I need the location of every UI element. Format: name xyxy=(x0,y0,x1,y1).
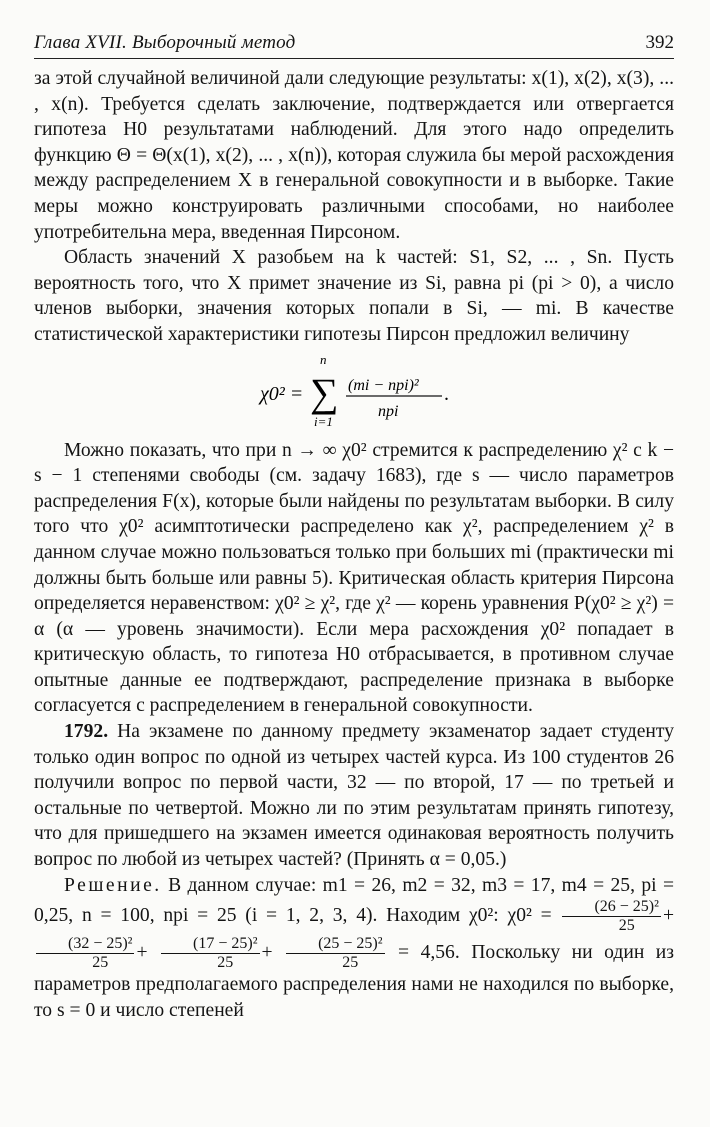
formula-lhs: χ0² = xyxy=(260,382,304,405)
problem-text: На экзамене по данному предмету экзаменатор задает студенту только один вопрос по одной из четырех частей курса. Из 100 студентов 26 получили вопрос по первой части, 32 — по второй, 17 — по третьей и остальные по четвертой. Можно ли по этим результатам принять гипотезу, что для пришедшего на экзамен имеется одинаковая вероятность получить вопрос по любой из четырех частей? (Принять α = 0,05.) xyxy=(34,721,674,871)
paragraph-problem xyxy=(34,719,674,873)
paragraph-partition: Область значений X разобьем на k частей: S1, S2, ... , Sn. Пусть вероятность того, что X примет значение из Si, равна pi (pi > 0), а число членов выборки, значения которых попали в Si, — mi. В качестве статистической характеристики гипотезы Пирсон предложил величину xyxy=(34,247,674,345)
formula-numerator: (mi − npi)² xyxy=(348,376,419,394)
sigma-symbol: ∑ xyxy=(310,369,339,415)
solution-text: В данном случае: m1 = 26, m2 = 32, m3 = 17, m4 = 25, pi = 0,25, n = 100, npi = 25 (i = 1, 2, 3, 4). Находим xyxy=(34,874,674,927)
body-text xyxy=(34,66,674,1023)
paragraph-chi-square: Можно показать, что при n → ∞ χ0² стремится к распределению χ² с k − s − 1 степенями свободы (см. задачу 1683), где s — число параметров распределения F(x), которые были найдены по результатам выборки. В силу того что χ0² асимптотически распределено как χ², распределением χ² в данном случае можно пользоваться только при больших mi (практически mi должны быть больше или равны 5). Критическая область критерия Пирсона определяется неравенством: χ0² ≥ χ², где χ² — корень уравнения P(χ0² ≥ χ²) = α (α — уровень значимости). Если мера расхождения χ0² попадает в критическую область, то гипотеза H0 отбрасывается, в противном случае опытные данные ее подтверждают, распределение признака в выборке согласуется с распределением в генеральной совокупности. xyxy=(34,439,674,717)
formula-sum-lower: i=1 xyxy=(314,413,333,429)
running-head xyxy=(34,32,674,58)
paragraph-intro: за этой случайной величиной дали следующие результаты: x(1), x(2), x(3), ... , x(n). Требуется сделать заключение, подтверждается или отвергается гипотеза H0 результатами наблюдений. Для этого надо определить функцию Θ = Θ(x(1), x(2), ... , x(n)), которая служила бы мерой расхождения между распределением X в генеральной совокупности и в выборке. Такие меры можно конструировать различными способами, но наиболее употребительна мера, введенная Пирсоном. xyxy=(34,68,674,243)
chapter-title: Глава XVII. Выборочный метод xyxy=(34,32,296,53)
fraction-2: $\frac{\text{(32 − 25)²}}{25}$ xyxy=(36,935,134,972)
header-rule xyxy=(34,58,674,59)
fraction-3: $\frac{\text{(17 − 25)²}}{25}$ xyxy=(161,935,259,972)
formula-end: . xyxy=(444,382,449,405)
solution-continuation: Поскольку ни один из параметров предполагаемого распределения нами не находился по выборке, то s = 0 и число степеней xyxy=(34,942,675,1021)
paragraph-solution: Решение. В данном случае: m1 = 26, m2 = 32, m3 = 17, m4 = 25, pi = 0,25, n = 100, npi = 25 (i = 1, 2, 3, 4). Находим χ0²: χ0² = $\frac{\text{(26 − 25)²}}{25}$ + $\frac{\text{(32 − 25)²}}{25}$ + $\frac{\text{(17 − 25)²}}{25}$ + $\frac{\text{(25 − 25)²}}{25}$ = 4,56. Поскольку ни один из параметров предполагаемого распределения нами не находился по выборке, то s = 0 и число степеней xyxy=(34,874,675,1021)
page-number: 392 xyxy=(645,32,674,53)
solution-label: Решение. xyxy=(64,874,162,896)
fraction-4: $\frac{\text{(25 − 25)²}}{25}$ xyxy=(286,935,384,972)
chi-intro: χ0²: χ0² = xyxy=(468,905,552,927)
formula-sum-upper: n xyxy=(320,351,327,367)
problem-number: 1792. xyxy=(64,721,109,743)
fraction-1: $\frac{\text{(26 − 25)²}}{25}$ xyxy=(562,898,660,935)
pearson-formula xyxy=(34,350,674,434)
formula-denominator: npi xyxy=(378,402,399,420)
chi-result: = 4,56. xyxy=(398,942,460,964)
